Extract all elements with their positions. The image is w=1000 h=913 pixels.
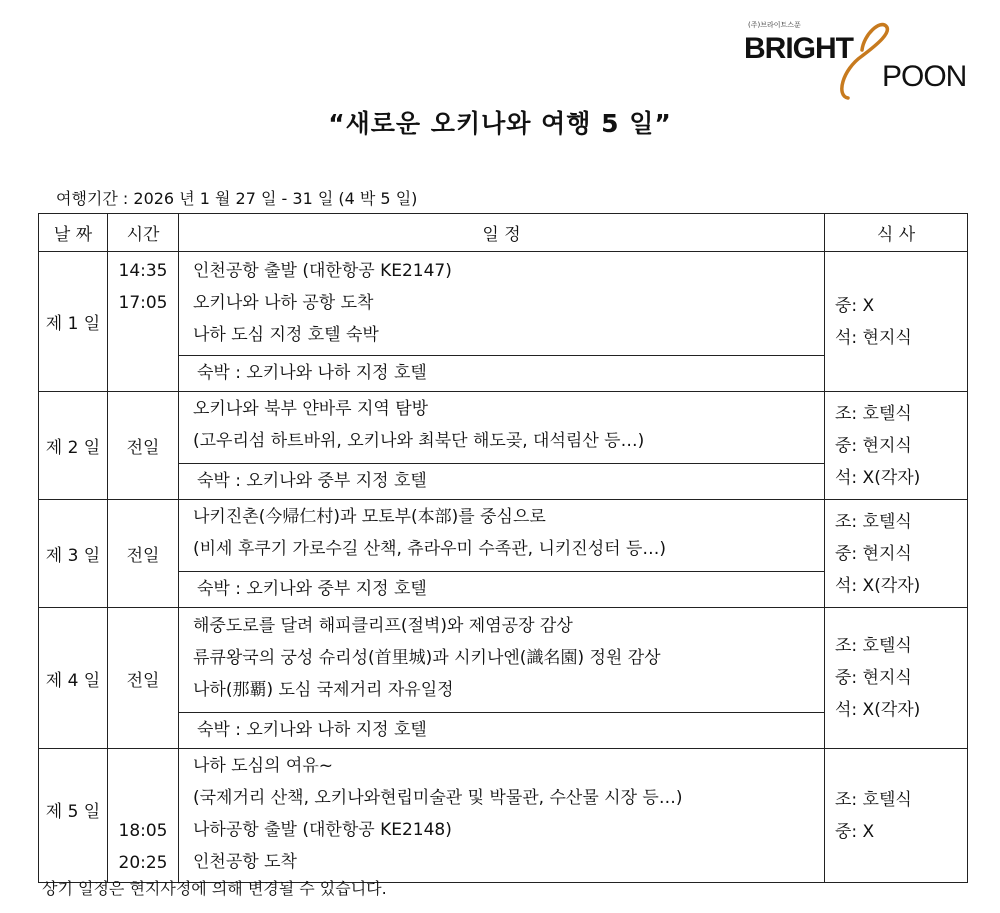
day-2-stay: 숙박 : 오키나와 중부 지정 호텔: [179, 464, 825, 500]
day-1-date: 제 1 일: [39, 252, 108, 392]
day-2-date: 제 2 일: [39, 392, 108, 500]
day-2-schedule: 오키나와 북부 얀바루 지역 탐방 (고우리섬 하트바위, 오키나와 최북단 해도곶, 대석림산 등…): [179, 392, 825, 464]
day-5-meals: 조: 호텔식 중: X: [825, 749, 968, 883]
day-2-time: 전일: [108, 392, 179, 500]
document-title: “새로운 오키나와 여행 5 일”: [328, 109, 672, 138]
logo-company-name: (주)브라이트스푼: [748, 21, 801, 29]
day-2-meals: 조: 호텔식 중: 현지식 석: X(각자): [825, 392, 968, 500]
day-1-stay: 숙박 : 오키나와 나하 지정 호텔: [179, 356, 825, 392]
travel-period: 여행기간 : 2026 년 1 월 27 일 - 31 일 (4 박 5 일): [56, 189, 418, 208]
table-row: [39, 749, 968, 883]
footnote: 상기 일정은 현지사정에 의해 변경될 수 있습니다.: [42, 879, 387, 898]
table-row: [39, 252, 968, 356]
header-schedule: 일 정: [179, 214, 825, 252]
day-3-schedule: 나키진촌(今帰仁村)과 모토부(本部)를 중심으로 (비세 후쿠기 가로수길 산책, 츄라우미 수족관, 니키진성터 등…): [179, 500, 825, 572]
day-1-meals: 중: X 석: 현지식: [825, 252, 968, 392]
table-row: [39, 500, 968, 572]
table-row: [39, 608, 968, 713]
day-5-times: 18:05 20:25: [108, 749, 179, 883]
day-1-times: 14:35 17:05: [108, 252, 179, 392]
table-row: [39, 392, 968, 464]
day-3-time: 전일: [108, 500, 179, 608]
day-4-meals: 조: 호텔식 중: 현지식 석: X(각자): [825, 608, 968, 749]
day-4-time: 전일: [108, 608, 179, 749]
logo-text-poon: POON: [882, 60, 967, 93]
day-5-schedule: 나하 도심의 여유~ (국제거리 산책, 오키나와현립미술관 및 박물관, 수산물 시장 등…) 나하공항 출발 (대한항공 KE2148) 인천공항 도착: [179, 749, 825, 883]
day-3-stay: 숙박 : 오키나와 중부 지정 호텔: [179, 572, 825, 608]
day-3-date: 제 3 일: [39, 500, 108, 608]
day-3-meals: 조: 호텔식 중: 현지식 석: X(각자): [825, 500, 968, 608]
day-4-date: 제 4 일: [39, 608, 108, 749]
day-5-date: 제 5 일: [39, 749, 108, 883]
day-4-schedule: 해중도로를 달려 해피클리프(절벽)와 제염공장 감상 류큐왕국의 궁성 슈리성(首里城)과 시키나엔(識名園) 정원 감상 나하(那覇) 도심 국제거리 자유일정: [179, 608, 825, 713]
company-logo: [744, 20, 966, 100]
header-meal: 식 사: [825, 214, 968, 252]
day-1-schedule: 인천공항 출발 (대한항공 KE2147) 오키나와 나하 공항 도착 나하 도심 지정 호텔 숙박: [179, 252, 825, 356]
table-header-row: [39, 214, 968, 252]
day-4-stay: 숙박 : 오키나와 나하 지정 호텔: [179, 713, 825, 749]
logo-text-bright: BRIGHT: [744, 32, 853, 65]
header-time: 시간: [108, 214, 179, 252]
itinerary-table: [38, 213, 968, 883]
header-date: 날 짜: [39, 214, 108, 252]
